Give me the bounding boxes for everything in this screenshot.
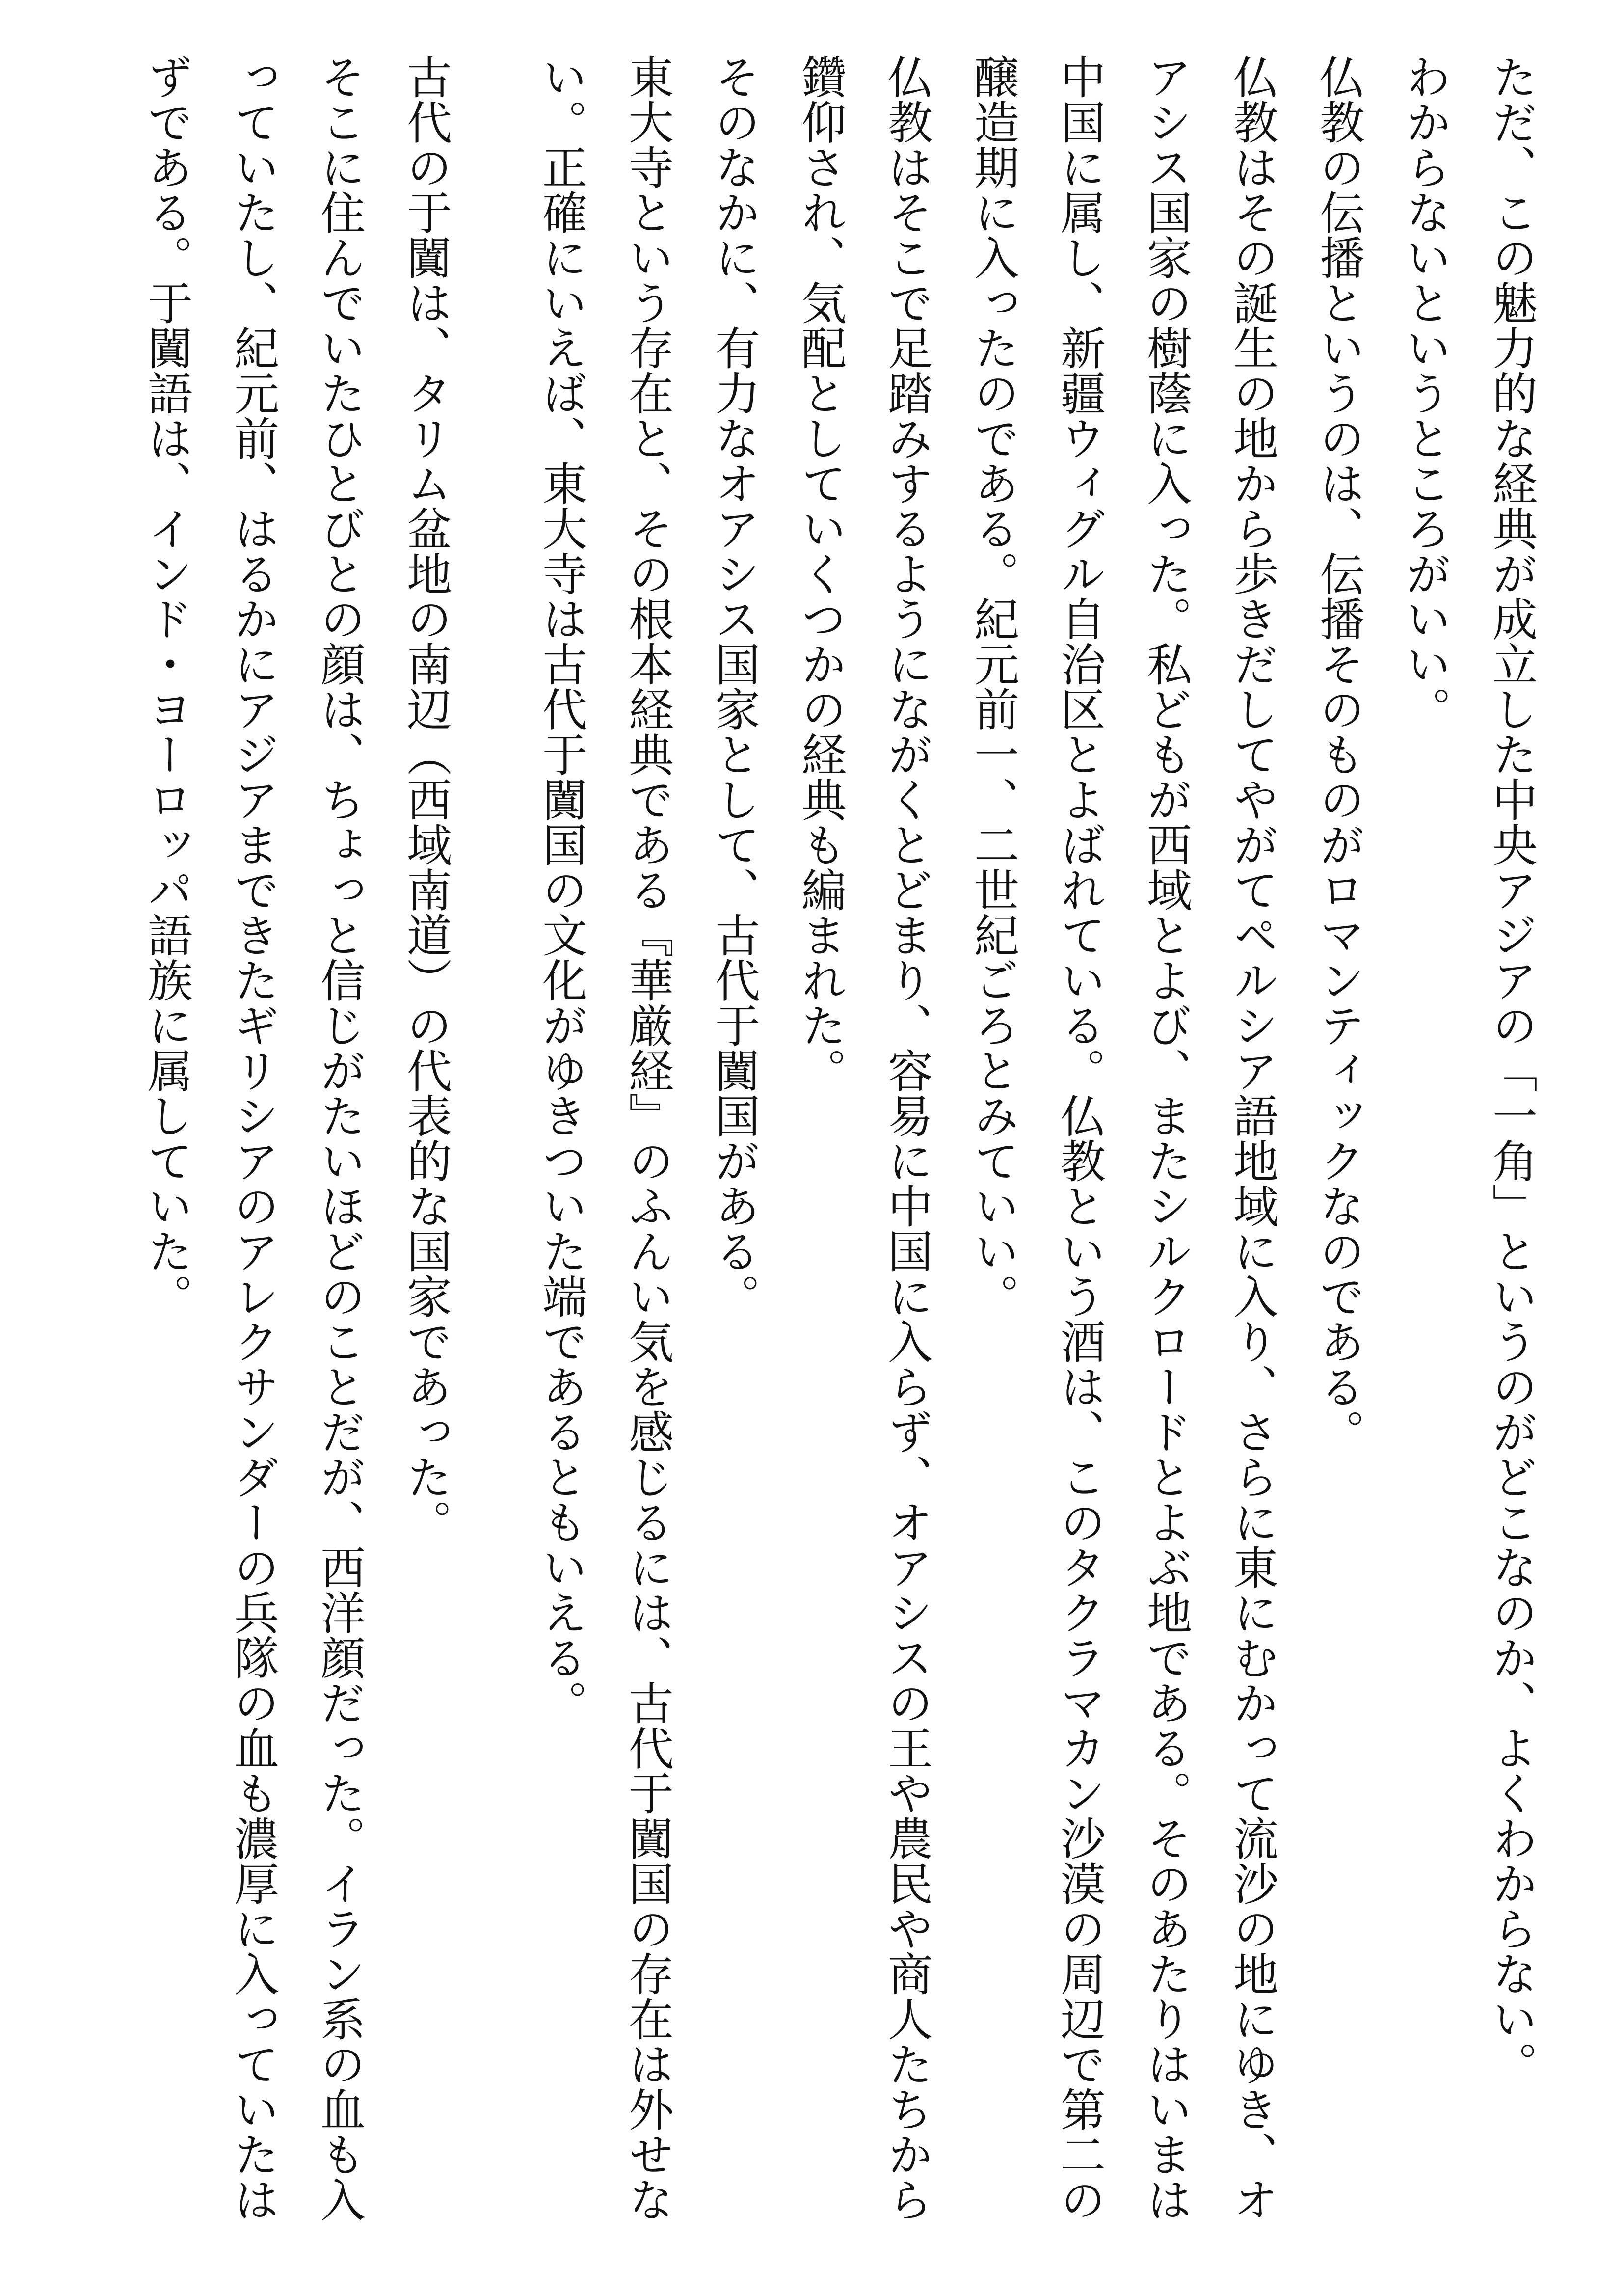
paragraph-8: 古代の于闐は、タリム盆地の南辺（西域南道）の代表的な国家であった。: [399, 54, 452, 1544]
paragraph-1: ただ、この魅力的な経典が成立した中央アジアの「一角」というのがどこなのか、よくわからない。: [1485, 54, 1538, 2086]
paragraph-5: 仏教はそこで足踏みするようにながくとどまり、容易に中国に入らず、オアシスの王や農民や商人たちから鑽仰され、気配としていくつかの経典も編まれた。: [794, 54, 933, 2222]
paragraph-2: わからないというところがいい。: [1399, 54, 1451, 731]
vertical-text-body: [53, 54, 1554, 2239]
paragraph-9: そこに住んでいたひとびとの顔は、ちょっと信じがたいほどのことだが、西洋顔だった。イラン系の血も入っていたし、紀元前、はるかにアジアまできたギリシアのアレクサンダーの兵隊の血も濃厚に入っていたはずである。于闐語は、インド・ヨーロッパ語族に属していた。: [140, 54, 366, 2222]
paragraph-7: 東大寺という存在と、その根本経典である『華厳経』のふんい気を感じるには、古代于闐国の存在は外せない。正確にいえば、東大寺は古代于闐国の文化がゆきついた端であるともいえる。: [535, 54, 674, 2222]
paragraph-4: 仏教はその誕生の地から歩きだしてやがてペルシア語地域に入り、さらに東にむかって流沙の地にゆき、オアシス国家の樹蔭に入った。私どもが西域とよび、またシルクロードとよぶ地である。そのあたりはいまは中国に属し、新疆ウィグル自治区とよばれている。仏教という酒は、このタクラマカン沙漠の周辺で第二の醸造期に入ったのである。紀元前一、二世紀ごろとみていい。: [967, 54, 1278, 2222]
paragraph-6: そのなかに、有力なオアシス国家として、古代于闐国がある。: [708, 54, 760, 1319]
paragraph-3: 仏教の伝播というのは、伝播そのものがロマンティックなのである。: [1312, 54, 1365, 1454]
